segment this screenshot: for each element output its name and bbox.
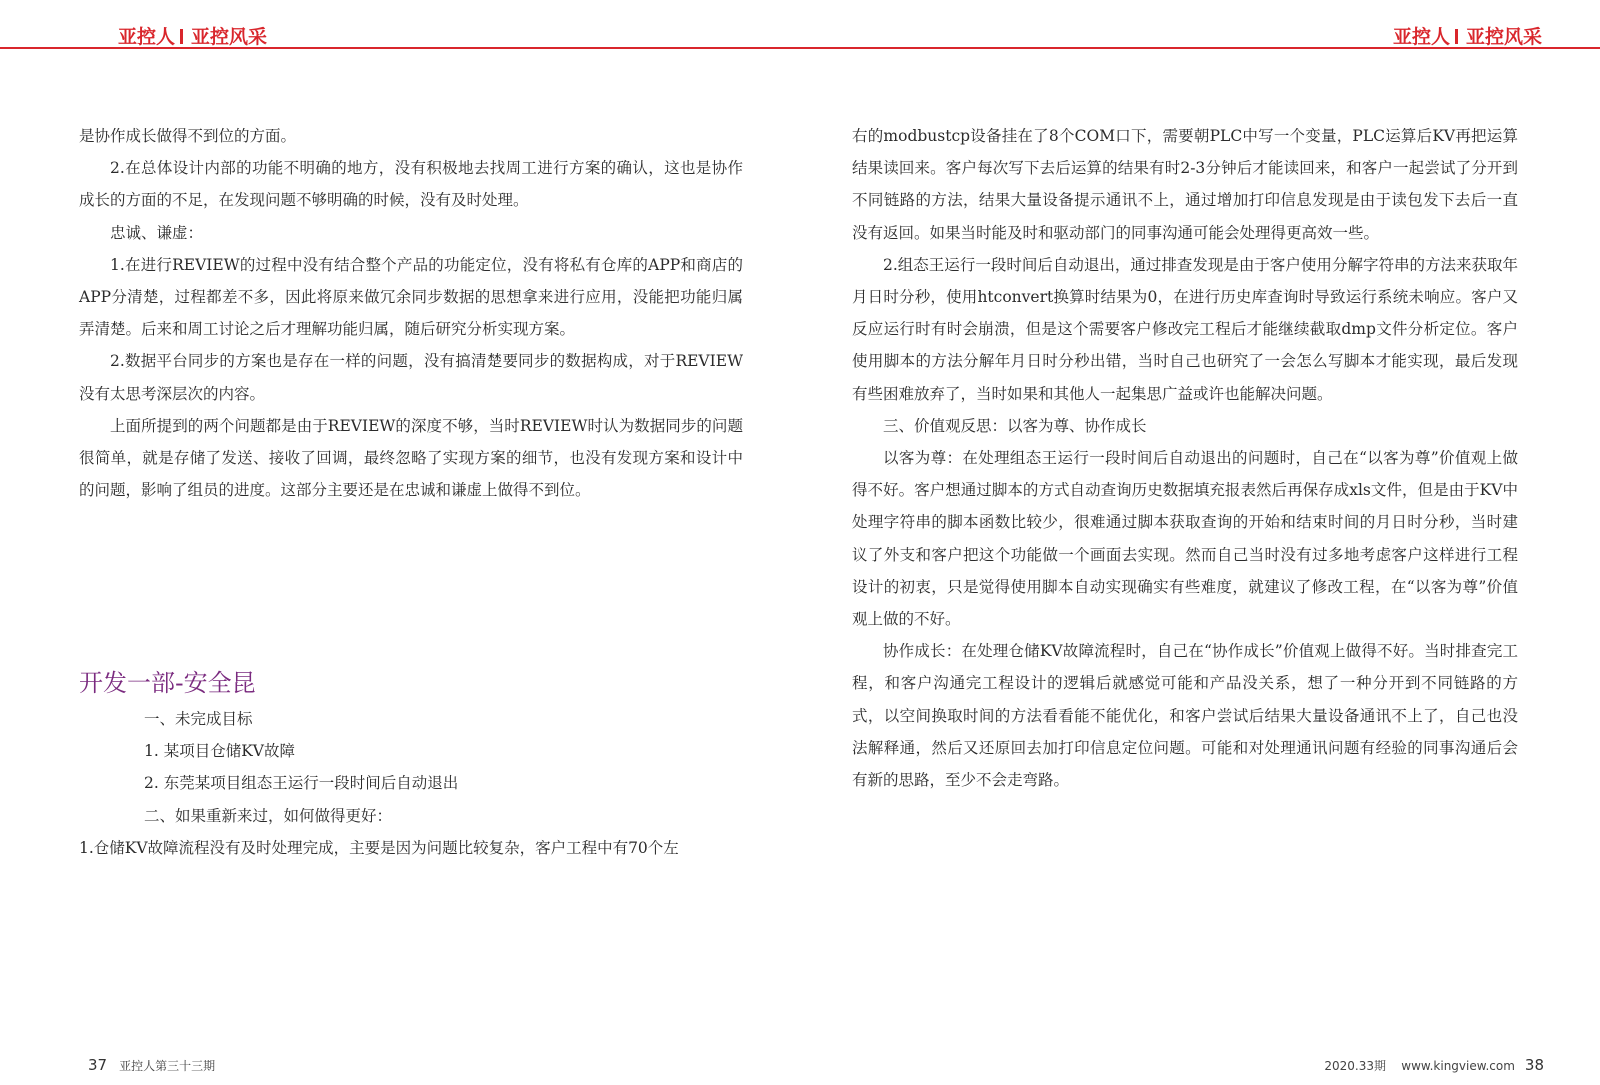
paragraph: 右的modbustcp设备挂在了8个COM口下，需要朝PLC中写一个变量，PLC运算后KV再把运算结果读回来。客户每次写下去后运算的结果有时2-3分钟后才能读回来，和客户一起尝试了分开到不同链路的方法，结果大量设备提示通讯不上，通过增加打印信息发现是由于读包发下去后一直没有返回。如果当时能及时和驱动部门的同事沟通可能会处理得更高效一些。 [852, 127, 1518, 242]
paragraph: 以客为尊：在处理组态王运行一段时间后自动退出的问题时，自己在“以客为尊”价值观上做得不好。客户想通过脚本的方式自动查询历史数据填充报表然后再保存成xls文件，但是由于KV中处理字符串的脚本函数比较少，很难通过脚本获取查询的开始和结束时间的月日时分秒，当时建议了外支和客户把这个功能做一个画面去实现。然而自己当时没有过多地考虑客户这样进行工程设计的初衷，只是觉得使用脚本自动实现确实有些难度，就建议了修改工程，在“以客为尊”价值观上做的不好。 [852, 449, 1518, 629]
left-column [79, 120, 743, 506]
paragraph: 2.在总体设计内部的功能不明确的地方，没有积极地去找周工进行方案的确认，这也是协作成长的方面的不足，在发现问题不够明确的时候，没有及时处理。 [79, 159, 743, 210]
right-running-header [1393, 26, 1542, 48]
left-running-header [118, 26, 267, 48]
paragraph: 1.在进行REVIEW的过程中没有结合整个产品的功能定位，没有将私有仓库的APP和商店的APP分清楚，过程都差不多，因此将原来做冗余同步数据的思想拿来进行应用，没能把功能归属弄清楚。后来和周工讨论之后才理解功能归属，随后研究分析实现方案。 [79, 255, 743, 339]
right-footer [1324, 1056, 1544, 1074]
header-separator [1455, 29, 1458, 44]
section-body [79, 703, 743, 864]
paragraph: 上面所提到的两个问题都是由于REVIEW的深度不够，当时REVIEW时认为数据同步的问题很简单，就是存储了发送、接收了回调，最终忽略了实现方案的细节，也没有发现方案和设计中的问题，影响了组员的进度。这部分主要还是在忠诚和谦虚上做得不到位。 [79, 416, 743, 500]
right-column [852, 120, 1518, 796]
paragraph-heading: 三、价值观反思：以客为尊、协作成长 [883, 416, 1147, 435]
page-number: 38 [1524, 1056, 1544, 1074]
header-separator [180, 29, 183, 44]
header-section: 亚控风采 [1465, 26, 1542, 48]
header-brand: 亚控人 [118, 26, 176, 48]
page-number: 37 [88, 1056, 108, 1074]
footer-text: 2020.33期 www.kingview.com [1324, 1059, 1515, 1073]
footer-text: 亚控人第三十三期 [119, 1059, 216, 1073]
paragraph: 协作成长：在处理仓储KV故障流程时，自己在“协作成长”价值观上做得不好。当时排查完工程，和客户沟通完工程设计的逻辑后就感觉可能和产品没关系，想了一种分开到不同链路的方式，以空间换取时间的方法看看能不能优化，和客户尝试后结果大量设备通讯不上了，自己也没法解释通，然后又还原回去加打印信息定位问题。可能和对处理通讯问题有经验的同事沟通后会有新的思路，至少不会走弯路。 [852, 642, 1518, 790]
section-title: 开发一部-安全昆 [79, 669, 256, 697]
list-item: 一、未完成目标 [144, 710, 253, 728]
paragraph: 2.组态王运行一段时间后自动退出，通过排查发现是由于客户使用分解字符串的方法来获取年月日时分秒，使用htconvert换算时结果为0，在进行历史库查询时导致运行系统未响应。客户又反应运行时有时会崩溃，但是这个需要客户修改完工程后才能继续截取dmp文件分析定位。客户使用脚本的方法分解年月日时分秒出错，当时自己也研究了一会怎么写脚本才能实现，最后发现有些困难放弃了，当时如果和其他人一起集思广益或许也能解决问题。 [852, 255, 1518, 403]
paragraph: 是协作成长做得不到位的方面。 [79, 127, 297, 145]
paragraph: 2.数据平台同步的方案也是存在一样的问题，没有搞清楚要同步的数据构成，对于REVIEW没有太思考深层次的内容。 [79, 352, 743, 403]
paragraph: 1.仓储KV故障流程没有及时处理完成，主要是因为问题比较复杂，客户工程中有70个左 [79, 838, 679, 857]
left-footer [88, 1056, 215, 1074]
list-item: 1. 某项目仓储KV故障 [144, 742, 295, 761]
header-brand: 亚控人 [1392, 26, 1450, 48]
list-item: 二、如果重新来过，如何做得更好： [144, 806, 393, 825]
paragraph-heading: 忠诚、谦虚： [110, 223, 204, 242]
header-section: 亚控风采 [191, 26, 268, 48]
list-item: 2. 东莞某项目组态王运行一段时间后自动退出 [144, 774, 459, 793]
